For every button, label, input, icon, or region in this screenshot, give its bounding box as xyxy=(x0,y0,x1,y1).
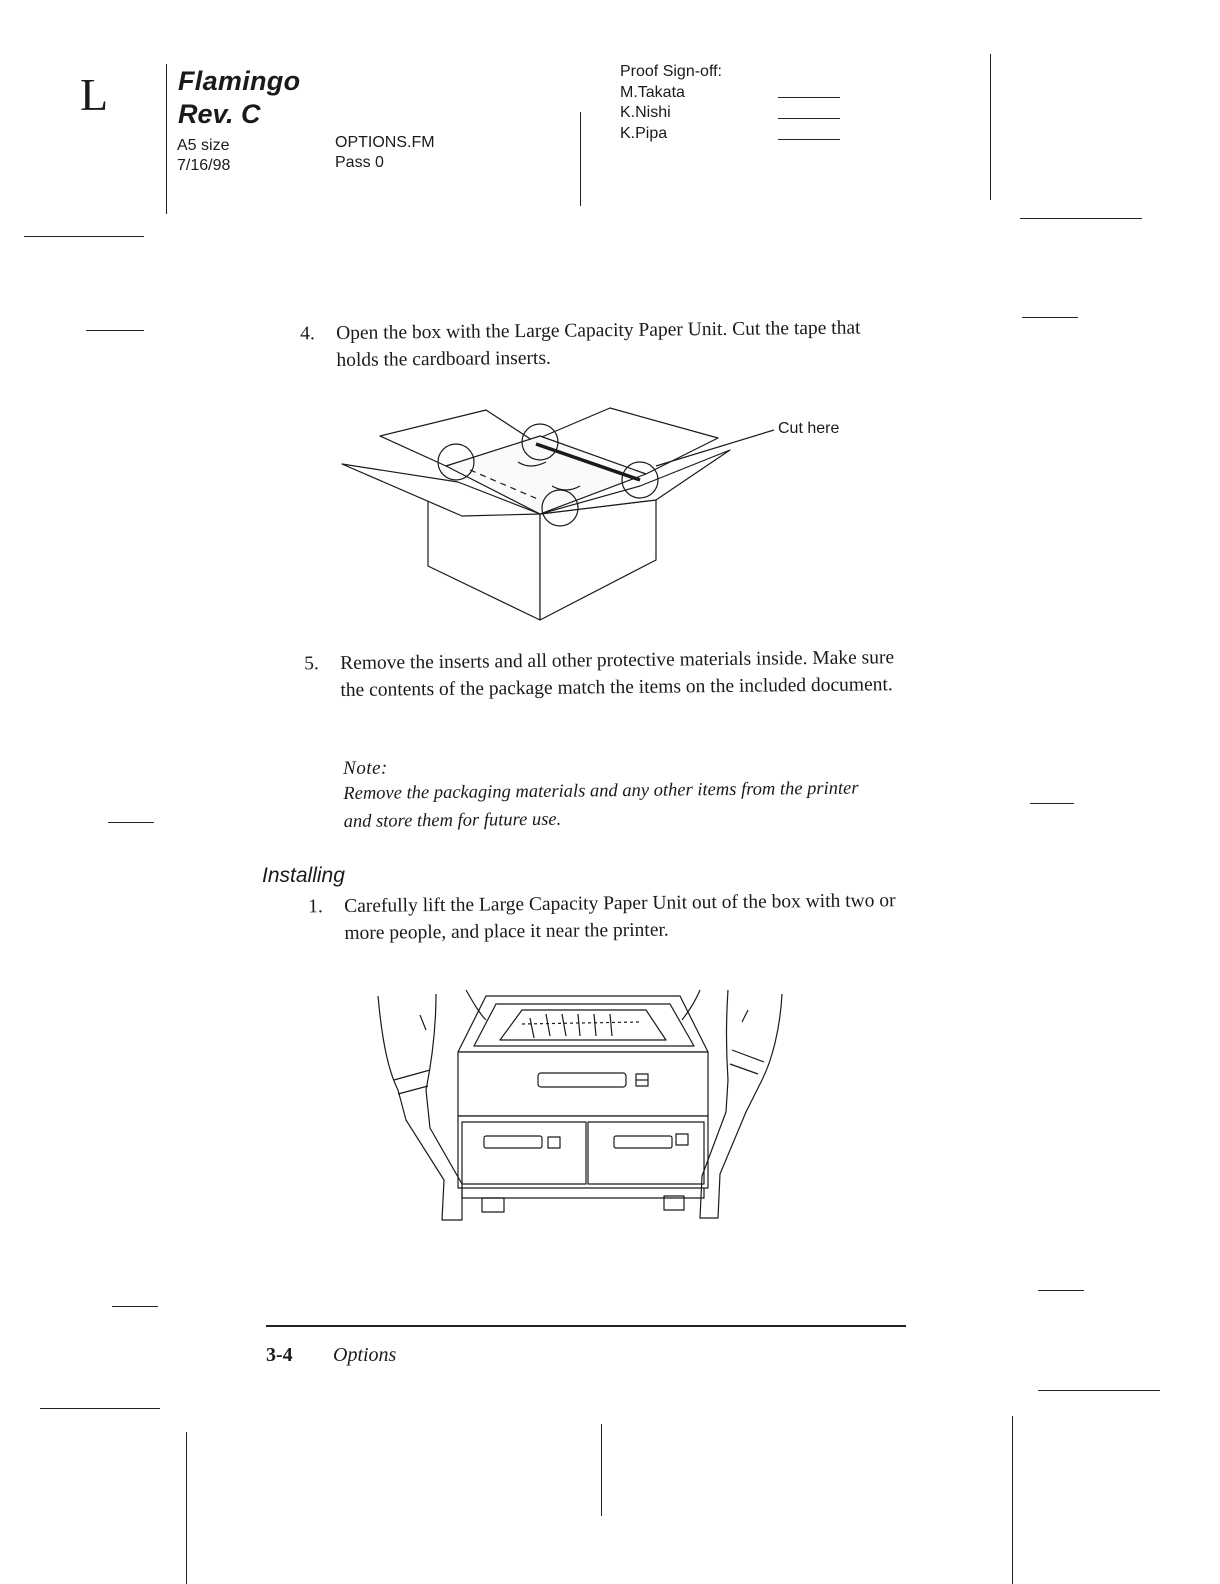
crop-mark xyxy=(1022,317,1078,318)
pass-number: Pass 0 xyxy=(335,154,384,171)
crop-mark xyxy=(186,1432,187,1584)
crop-mark xyxy=(166,64,167,214)
cut-here-callout: Cut here xyxy=(778,420,840,437)
page-number: 3-4 xyxy=(266,1344,293,1366)
step-text: Remove the inserts and all other protective materials inside. Make sure the contents of the package match the items on the included document. xyxy=(340,647,895,701)
footer-rule xyxy=(266,1325,906,1327)
step-number: 1. xyxy=(308,896,323,918)
crop-mark xyxy=(108,822,154,823)
footer-section-name: Options xyxy=(333,1344,397,1366)
file-name: OPTIONS.FM xyxy=(335,134,435,151)
signature-line xyxy=(778,118,840,119)
revision-label: Rev. C xyxy=(178,99,261,129)
crop-mark xyxy=(40,1408,160,1409)
crop-mark xyxy=(601,1424,602,1516)
crop-mark xyxy=(1038,1290,1084,1291)
step-text: Carefully lift the Large Capacity Paper Unit out of the box with two or more people, and place it near the printer. xyxy=(344,890,896,944)
paper-unit-lifting-illustration xyxy=(370,985,800,1225)
signer-name: M.Takata xyxy=(620,83,685,101)
crop-mark xyxy=(112,1306,158,1307)
corner-mark: L xyxy=(80,69,109,120)
page-size: A5 size xyxy=(177,137,230,154)
signoff-title: Proof Sign-off: xyxy=(620,63,722,80)
crop-mark xyxy=(1030,803,1074,804)
step-item xyxy=(300,314,897,374)
note-title: Note: xyxy=(343,757,388,779)
crop-mark xyxy=(86,330,144,331)
crop-mark xyxy=(1038,1390,1160,1391)
document-date: 7/16/98 xyxy=(177,157,231,174)
crop-mark xyxy=(990,54,991,200)
signer-name: K.Pipa xyxy=(620,124,668,142)
crop-mark xyxy=(24,236,144,237)
step-number: 4. xyxy=(300,323,315,345)
step-item xyxy=(304,644,901,704)
step-text: Open the box with the Large Capacity Paper Unit. Cut the tape that holds the cardboard inserts. xyxy=(336,317,861,371)
crop-mark xyxy=(580,112,581,206)
proof-signoff xyxy=(620,62,722,144)
project-name: Flamingo xyxy=(178,66,301,96)
signature-line xyxy=(778,139,840,140)
open-box-illustration xyxy=(330,400,730,630)
signature-line xyxy=(778,97,840,98)
step-item xyxy=(308,887,905,947)
section-heading: Installing xyxy=(262,864,345,887)
note-block xyxy=(343,752,884,836)
crop-mark xyxy=(1012,1416,1013,1584)
note-text: Remove the packaging materials and any other items from the printer and store them for future use. xyxy=(343,778,859,832)
step-number: 5. xyxy=(304,653,319,675)
signer-name: K.Nishi xyxy=(620,104,671,121)
crop-mark xyxy=(1020,218,1142,219)
